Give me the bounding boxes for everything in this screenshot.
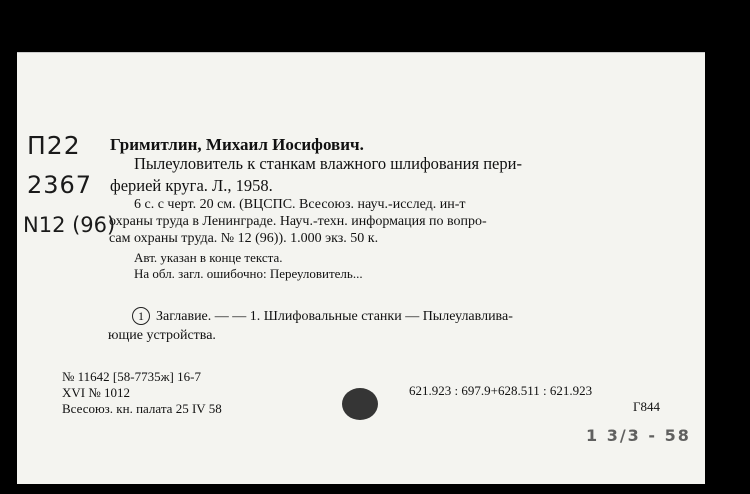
handwritten-code-2: 2367 [27,171,93,199]
ink-stamp: 1 3/3 - 58 [586,426,691,445]
series-line-2: сам охраны труда. № 12 (96)). 1.000 экз. 50 к. [109,231,379,246]
handwritten-code-1: П22 [27,131,81,160]
title-line-1: Пылеуловитель к станкам влажного шлифования пери- [134,154,522,173]
author-heading: Гримитлин, Михаил Иосифович. [110,135,364,154]
note-cover-title: На обл. загл. ошибочно: Переуловитель... [134,266,363,281]
registration-number: № 11642 [58-7735ж] 16-7 [62,369,201,384]
tracing-line-2: ющие устройства. [108,328,216,343]
tracing-number: 1 [132,307,150,325]
physical-description: 6 с. с черт. 20 см. (ВЦСПС. Всесоюз. науч.-исслед. ин-т [134,197,466,212]
note-author: Авт. указан в конце текста. [134,250,283,265]
udc-index: 621.923 : 697.9+628.511 : 621.923 [409,383,593,398]
section-number: XVI № 1012 [62,385,131,400]
tracing-line-1 [132,307,513,325]
scan-border-bottom [0,484,750,494]
shelf-mark: Г844 [633,399,661,414]
tracing-text: Заглавие. — — 1. Шлифовальные станки — Пылеулавлива- [156,309,513,324]
handwritten-code-3: N12 (96) [23,213,116,237]
ink-blot [342,388,378,420]
chamber-date: Всесоюз. кн. палата 25 IV 58 [62,401,222,416]
scan-border-top [0,0,750,52]
series-line-1: охраны труда в Ленинграде. Науч.-техн. информация по вопро- [109,214,487,229]
catalog-card [17,52,705,485]
title-line-2: ферией круга. Л., 1958. [110,176,273,195]
